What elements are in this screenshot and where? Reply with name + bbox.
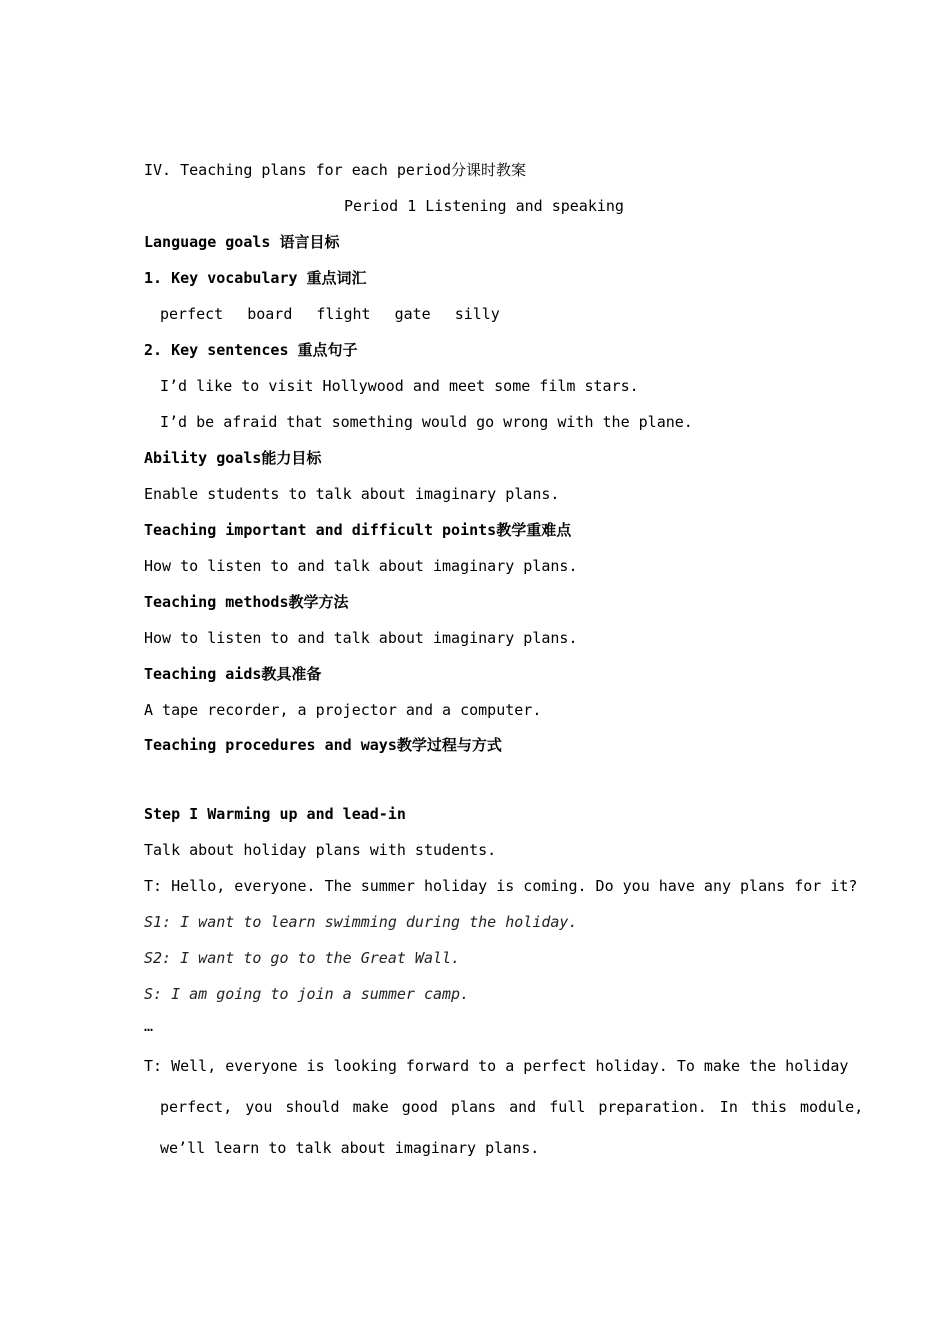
important-points-text: How to listen to and talk about imaginary plans. (144, 557, 578, 575)
section-heading: IV. Teaching plans for each period分课时教案 (144, 161, 527, 179)
vocab-item: board (247, 305, 293, 323)
teacher-line: T: Well, everyone is looking forward to a perfect holiday. To make the holiday (144, 1057, 849, 1075)
language-goals-heading: Language goals 语言目标 (144, 233, 340, 251)
vocab-item: flight (316, 305, 371, 323)
student-line: S: I am going to join a summer camp. (144, 985, 470, 1003)
key-sentence: I’d be afraid that something would go wrong with the plane. (160, 413, 693, 431)
step-heading: Step I Warming up and lead-in (144, 805, 406, 823)
teacher-line-continued: perfect, you should make good plans and full preparation. In this module, (160, 1098, 864, 1116)
vocab-item: gate (394, 305, 431, 323)
teacher-line: T: Hello, everyone. The summer holiday is coming. Do you have any plans for it? (144, 877, 858, 895)
teaching-procedures-heading: Teaching procedures and ways教学过程与方式 (144, 736, 502, 754)
student-line: S2: I want to go to the Great Wall. (144, 949, 461, 967)
ellipsis: … (144, 1017, 154, 1035)
teaching-aids-heading: Teaching aids教具准备 (144, 665, 322, 683)
key-sentence: I’d like to visit Hollywood and meet some film stars. (160, 377, 639, 395)
teacher-line-continued: we’ll learn to talk about imaginary plans. (160, 1139, 540, 1157)
teaching-aids-text: A tape recorder, a projector and a computer. (144, 701, 542, 719)
vocab-list (160, 304, 524, 324)
step-text: Talk about holiday plans with students. (144, 841, 497, 859)
ability-goals-heading: Ability goals能力目标 (144, 449, 322, 467)
important-points-heading: Teaching important and difficult points教学重难点 (144, 521, 572, 539)
student-line: S1: I want to learn swimming during the holiday. (144, 913, 578, 931)
ability-goals-text: Enable students to talk about imaginary plans. (144, 485, 560, 503)
teaching-methods-text: How to listen to and talk about imaginary plans. (144, 629, 578, 647)
period-title: Period 1 Listening and speaking (344, 197, 624, 215)
key-sentences-heading: 2. Key sentences 重点句子 (144, 341, 358, 359)
vocab-item: silly (454, 305, 500, 323)
vocab-item: perfect (160, 305, 224, 323)
key-vocab-heading: 1. Key vocabulary 重点词汇 (144, 269, 367, 287)
teaching-methods-heading: Teaching methods教学方法 (144, 593, 349, 611)
